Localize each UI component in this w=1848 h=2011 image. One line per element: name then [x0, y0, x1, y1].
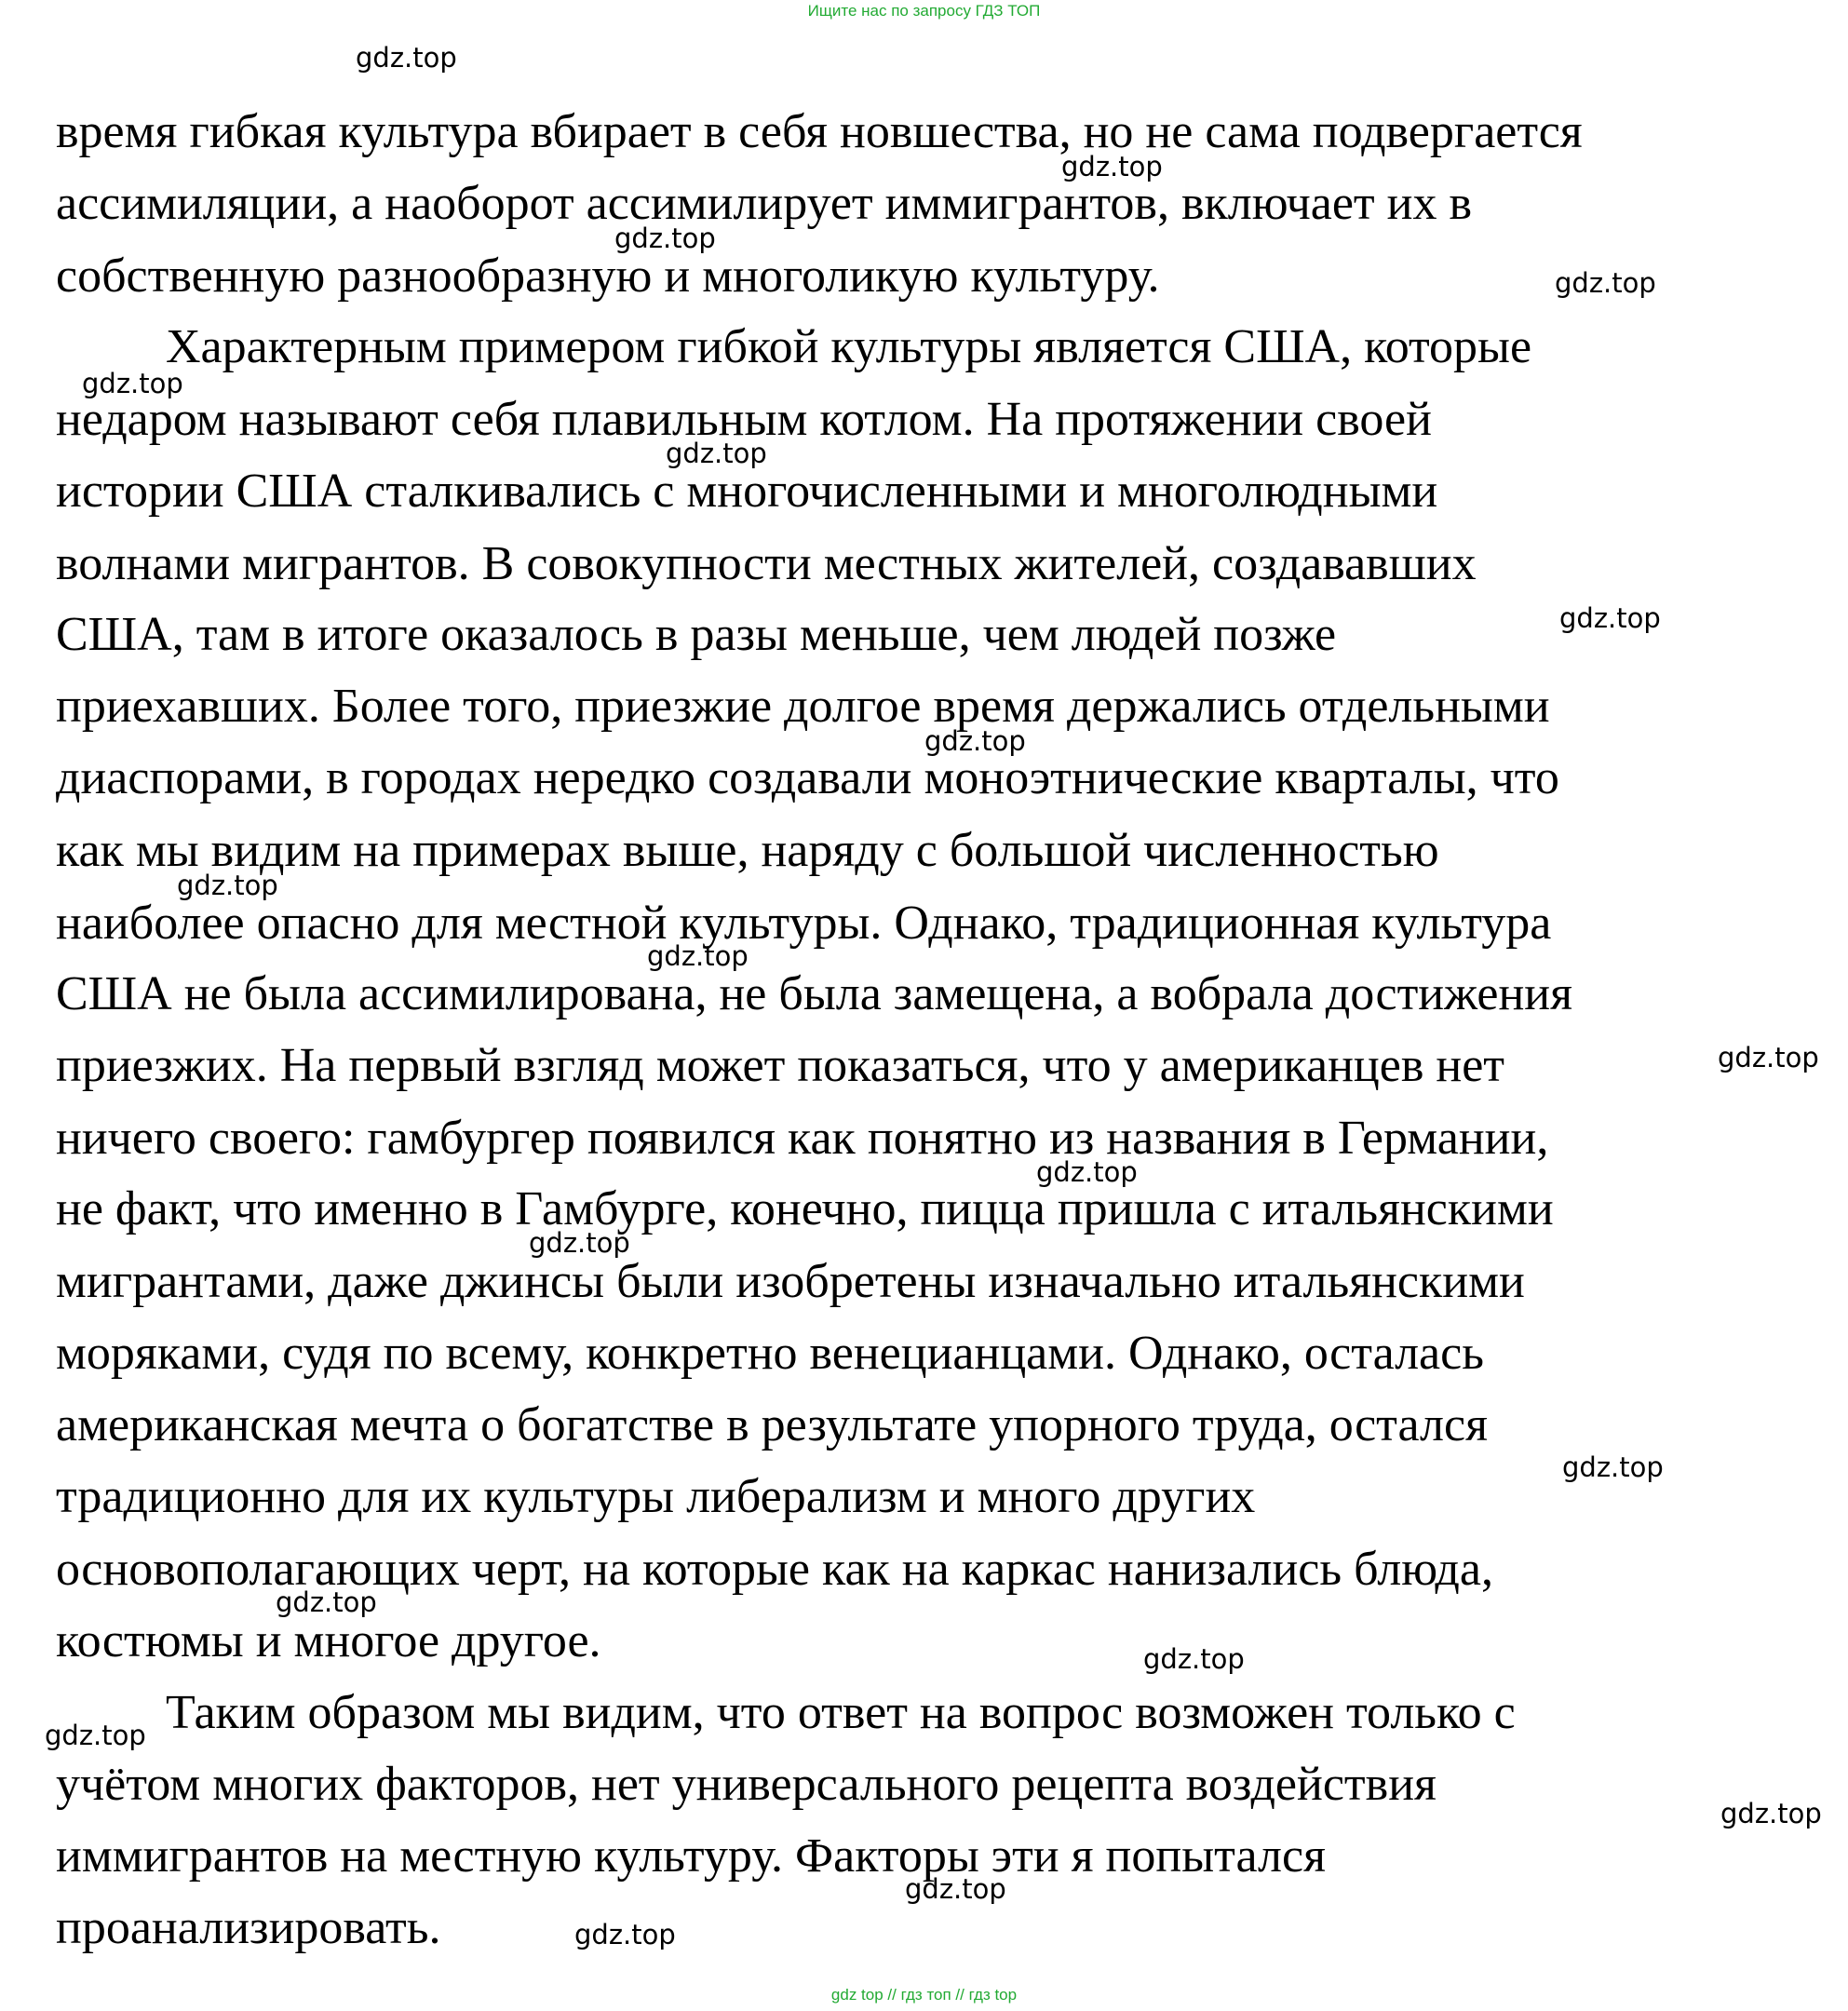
- watermark: gdz.top: [924, 725, 1026, 757]
- text-line: Таким образом мы видим, что ответ на вопрос возможен только с: [166, 1686, 1516, 1739]
- text-line: иммигрантов на местную культуру. Факторы эти я попытался: [56, 1829, 1326, 1883]
- text-line: проанализировать.: [56, 1901, 441, 1954]
- watermark: gdz.top: [647, 940, 749, 972]
- text-line: собственную разнообразную и многоликую культуру.: [56, 250, 1160, 303]
- watermark: gdz.top: [666, 438, 767, 469]
- watermark: gdz.top: [529, 1227, 630, 1259]
- bottom-banner: gdz top // гдз топ // гдз top: [830, 1986, 1018, 2004]
- text-line: ассимиляции, а наоборот ассимилирует иммигрантов, включает их в: [56, 177, 1472, 230]
- watermark: gdz.top: [1559, 602, 1661, 634]
- watermark: gdz.top: [1036, 1156, 1138, 1188]
- watermark: gdz.top: [905, 1873, 1006, 1905]
- text-line: учётом многих факторов, нет универсального рецепта воздействия: [56, 1758, 1437, 1811]
- watermark: gdz.top: [356, 42, 457, 74]
- watermark: gdz.top: [177, 870, 278, 901]
- text-line: США не была ассимилирована, не была замещена, а вобрала достижения: [56, 967, 1573, 1020]
- text-line: традиционно для их культуры либерализм и много других: [56, 1470, 1256, 1523]
- watermark: gdz.top: [1061, 151, 1163, 182]
- text-line: американская мечта о богатстве в результате упорного труда, остался: [56, 1398, 1488, 1451]
- text-line: не факт, что именно в Гамбурге, конечно, пицца пришла с итальянскими: [56, 1182, 1554, 1235]
- text-line: Характерным примером гибкой культуры является США, которые: [166, 320, 1532, 373]
- text-line: мигрантами, даже джинсы были изобретены изначально итальянскими: [56, 1255, 1525, 1308]
- watermark: gdz.top: [1562, 1451, 1664, 1483]
- text-line: недаром называют себя плавильным котлом. На протяжении своей: [56, 393, 1432, 446]
- text-line: время гибкая культура вбирает в себя новшества, но не сама подвергается: [56, 105, 1583, 158]
- watermark: gdz.top: [276, 1586, 377, 1618]
- text-line: США, там в итоге оказалось в разы меньше, чем людей позже: [56, 608, 1337, 661]
- text-line: истории США сталкивались с многочисленными и многолюдными: [56, 465, 1438, 518]
- watermark: gdz.top: [1718, 1042, 1819, 1073]
- text-line: как мы видим на примерах выше, наряду с большой численностью: [56, 824, 1439, 877]
- text-line: приехавших. Более того, приезжие долгое время держались отдельными: [56, 680, 1550, 733]
- text-line: диаспорами, в городах нередко создавали моноэтнические кварталы, что: [56, 751, 1559, 804]
- text-line: основополагающих черт, на которые как на каркас нанизались блюда,: [56, 1543, 1493, 1596]
- text-line: моряками, судя по всему, конкретно венецианцами. Однако, осталась: [56, 1327, 1484, 1380]
- text-line: ничего своего: гамбургер появился как понятно из названия в Германии,: [56, 1112, 1549, 1165]
- watermark: gdz.top: [614, 223, 716, 254]
- watermark: gdz.top: [574, 1919, 676, 1950]
- watermark: gdz.top: [45, 1720, 146, 1751]
- text-line: наиболее опасно для местной культуры. Однако, традиционная культура: [56, 897, 1552, 950]
- top-banner: Ищите нас по запросу ГДЗ ТОП: [807, 2, 1041, 20]
- watermark: gdz.top: [82, 368, 183, 399]
- text-line: костюмы и многое другое.: [56, 1614, 601, 1667]
- text-line: приезжих. На первый взгляд может показаться, что у американцев нет: [56, 1039, 1505, 1092]
- watermark: gdz.top: [1720, 1798, 1822, 1829]
- watermark: gdz.top: [1143, 1643, 1245, 1675]
- watermark: gdz.top: [1555, 267, 1656, 299]
- text-line: волнами мигрантов. В совокупности местных жителей, создававших: [56, 537, 1477, 590]
